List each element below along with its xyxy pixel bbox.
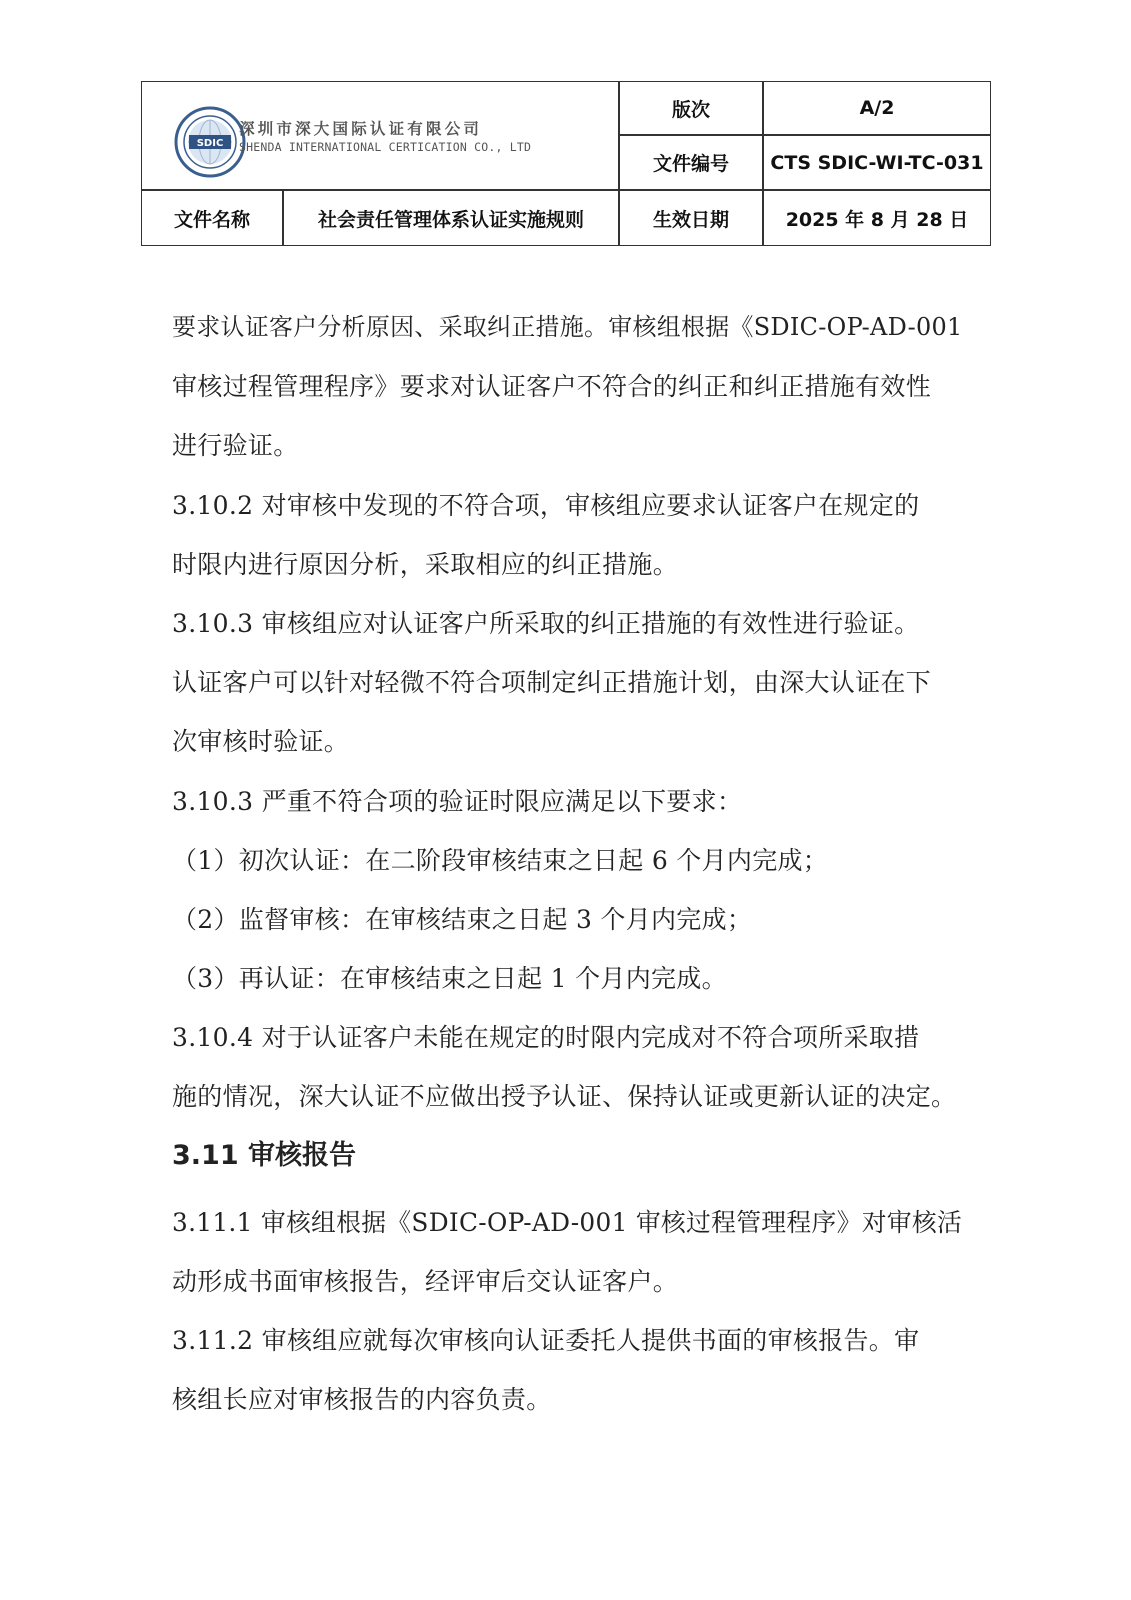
company-logo-icon [174,106,246,178]
edition-label: 版次 [671,98,710,121]
body-line: 认证客户可以针对轻微不符合项制定纠正措施计划，由深大认证在下 [172,668,932,698]
body-line: 3.10.2 对审核中发现的不符合项，审核组应要求认证客户在规定的 [172,490,920,520]
effective-date-value: 2025 年 8 月 28 日 [785,208,969,231]
body-line: 3.11.1 审核组根据《SDIC-OP-AD-001 审核过程管理程序》对审核活 [172,1207,963,1237]
body-line: 3.11.2 审核组应就每次审核向认证委托人提供书面的审核报告。审 [172,1326,920,1355]
document-header-table [141,81,991,246]
body-line: 3.10.3 审核组应对认证客户所采取的纠正措施的有效性进行验证。 [172,608,920,638]
body-line: （3）再认证：在审核结束之日起 1 个月内完成。 [172,964,727,994]
body-line: （2）监督审核：在审核结束之日起 3 个月内完成； [172,904,753,934]
body-line: 动形成书面审核报告，经评审后交认证客户。 [172,1266,679,1296]
body-line: 进行验证。 [172,431,299,461]
doc-number-value: CTS SDIC-WI-TC-031 [770,151,984,174]
svg-text:SDIC: SDIC [196,138,224,149]
document-body [172,298,962,1429]
body-line: 时限内进行原因分析，采取相应的纠正措施。 [172,549,679,579]
body-line: 次审核时验证。 [172,727,350,757]
doc-number-label: 文件编号 [652,153,729,175]
doc-name-label: 文件名称 [173,208,250,231]
company-name-en: SHENDA INTERNATIONAL CERTICATION CO., LTD [239,140,532,154]
body-line: 核组长应对审核报告的内容负责。 [172,1385,552,1415]
edition-value: A/2 [859,97,895,119]
body-line: 3.10.3 严重不符合项的验证时限应满足以下要求： [172,786,743,816]
body-line: 施的情况，深大认证不应做出授予认证、保持认证或更新认证的决定。 [172,1082,957,1112]
body-line: （1）初次认证：在二阶段审核结束之日起 6 个月内完成； [172,845,829,875]
body-line: 3.10.4 对于认证客户未能在规定的时限内完成对不符合项所采取措 [172,1023,920,1053]
section-heading: 3.11 审核报告 [172,1139,357,1171]
company-name-cn: 深圳市深大国际认证有限公司 [239,120,483,138]
body-line: 要求认证客户分析原因、采取纠正措施。审核组根据《SDIC-OP-AD-001 [172,313,963,341]
body-line: 审核过程管理程序》要求对认证客户不符合的纠正和纠正措施有效性 [172,372,932,402]
doc-name-value: 社会责任管理体系认证实施规则 [317,208,584,231]
effective-date-label: 生效日期 [652,208,729,231]
